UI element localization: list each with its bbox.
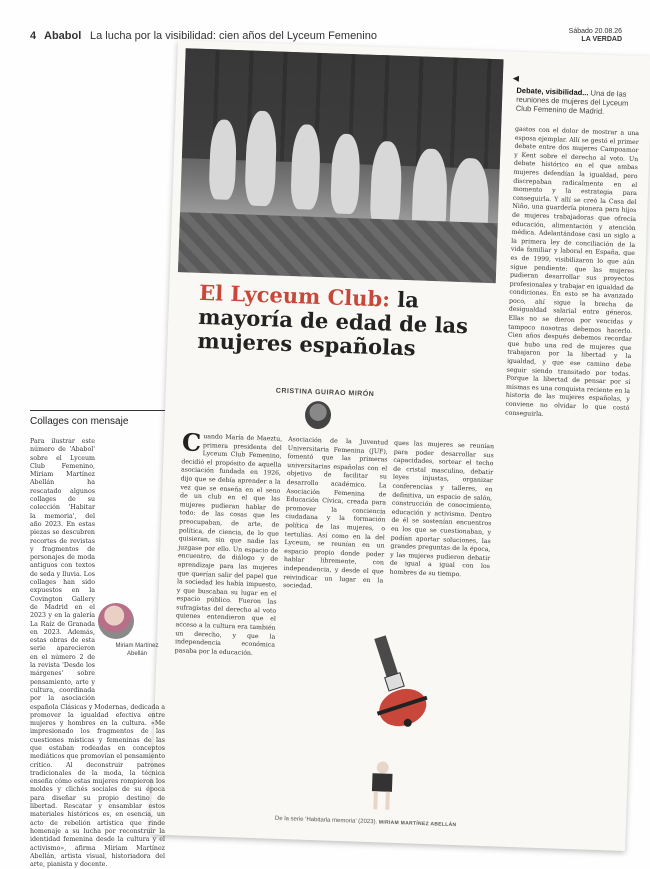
sidebar-title: Collages con mensaje bbox=[30, 416, 129, 427]
illustration-caption-text: De la serie 'Habitarla memoria' (2023). bbox=[274, 815, 378, 826]
photo-caption-text: Una de las reuniones de mujeres del Lyceum Club Femenino de Madrid. bbox=[515, 88, 629, 116]
artist-name: Miriam Martínez Abellán bbox=[115, 643, 159, 657]
sidebar-rule bbox=[30, 410, 165, 411]
newspaper-name: LA VERDAD bbox=[581, 36, 622, 43]
photo-figure bbox=[244, 110, 277, 206]
article-headline bbox=[197, 281, 499, 363]
illustration-credit: MIRIAM MARTÍNEZ ABELLÁN bbox=[378, 819, 457, 829]
photo-figure bbox=[290, 124, 321, 210]
article-column-3: ques las mujeres se reunían para poder desarrollar sus capacidades, sortear el techo de cristal masculino, debatir leyes injustas, organizar conferencias y talleres, en definitiva, un espacio de salón, construcción de conocimiento, educación y activismo. Dentro de él se sostenían encuentros en los que se cuestionaban, y podían aportar soluciones, las grandes preguntas de la época, y las mujeres pudieron debatir de igual a igual con los hombres de su tiempo. bbox=[389, 439, 495, 579]
photo-floor bbox=[178, 212, 498, 283]
artist-photo bbox=[98, 603, 134, 639]
header-date-block bbox=[569, 28, 622, 44]
dropcap: C bbox=[181, 427, 202, 457]
section-name: Ababol bbox=[44, 30, 82, 42]
caption-arrow-icon: ◀ bbox=[512, 73, 520, 83]
sidebar-text: Para ilustrar este número de 'Ababol' sobre el Lyceum Club Femenino, Miriam Martínez Abellán ha rescatado algunos collages de su colección 'Habitar la memoria', del año 2023. En estas piezas se descubren recortes de revistas y fragmentos de personajes de moda antiguos con textos de seda y lluvia. Los collages han sido expuestos en la Covington Gallery de Madrid en el 2023 y en la galería La Raíz de Granada en 2023. Además, estas obras de esta serie aparecieron en el número 2 de la revista 'Desde los márgenes' sobre pensamiento, arte y cultura, coordinada por la asociación española Clásicas y Modernas, dedicada a promover la igualdad efectiva entre mujeres y hombres en la cultura. «Me impresionado los fragmentos de las cuestiones místicas y femeninas de las que estaban rodeadas en conceptos mediáticos que promovían el pensamiento crítico. Al deconstruir patrones tradicionales de la moda, la técnica enseña cómo estas mujeres rompieron los moldes y clichés sociales de su época para diseñar su propio destino de libertad. Rescatar y ensamblar estos materiales históricos es, en esencia, un acto de rebelión artística que rinde homenaje a su lucha por reconstruir la identidad femenina desde la cultura y el activismo», afirma Miriam Martínez Abellán, artista visual, historiadora del arte, pianista y docente. bbox=[30, 438, 166, 869]
column-1-text: uando María de Maeztu, primera presidenta del Lyceum Club Femenino, decidió el propósito de aquella asociación fundada en 1926, dijo que se debía aprender a la vez que se enseña en el seno de un club en el que las mujeres pudieran hablar de todo: de las cosas que les preocupaban, de arte, de política, de ciencia, de lo que quisieran, sin que nadie las juzgase por ello. Un espacio de encuentro, de diálogo y de aprendizaje para las mujeres que querían salir del papel que la sociedad les había impuesto, y que buscaban su lugar en el espacio público. Fueron las sufragistas del derecho al voto quienes entendieron que el acceso a la cultura era también un derecho, y que la independencia económica pasaba por la educación. bbox=[174, 433, 283, 657]
article-column-2: Asociación de la Juventud Universitaria Femenina (JUF), fomentó que las primeras universitarias españolas con el objetivo de facilitar su desarrollo académico. La Asociación Femenina de Educación Cívica, creada para promover la conciencia ciudadana y la formación política de las mujeres, o tertulias. Así como en la del Lyceum, se reunían en un espacio propio donde poder hablar libremente, con independencia, y desde el que reivindicar un lugar en la sociedad. bbox=[282, 436, 389, 591]
issue-date: Sábado 20.08.26 bbox=[568, 28, 622, 35]
photo-figure bbox=[208, 119, 237, 200]
collage-illustration bbox=[321, 606, 488, 821]
historical-group-photo bbox=[178, 48, 504, 283]
sidebar-box bbox=[30, 410, 166, 869]
photo-caption bbox=[516, 86, 637, 117]
article-right-column: gastos con el dolor de mostrar a una esposa ejemplar. Allí se gestó el primer debate entre dos mujeres Campoamor y Kent sobre el derecho al voto. Un debate histórico en el que ambas mujeres defendían la igualdad, pero discrepaban radicalmente en el momento y la estrategia para conseguirla. Y allí se creó la Casa del Niño, una guardería pionera para hijos de mujeres trabajadoras que ofrecía educación, alimentación y atención médica. Adelantándose casi un siglo a la primera ley de conciliación de la vida familiar y laboral en España, que es de 1999, visibilizaron lo que aún sigue pendiente: que las mujeres pudieran desarrollar sus proyectos profesionales y trabajar en igualdad de condiciones. En esto se ha avanzado poco, ahí sigue la brecha de desigualdad salarial entre géneros. Ellas no se dieron por vencidas y tampoco nosotras debemos hacerlo. Cien años después debemos recordar que hubo una red de mujeres que trabajaron por la libertad y la igualdad, y que ese camino debe seguir siendo transitado por todas. Porque la libertad de pensar por sí mismas es una conquista reciente en la historia de las mujeres españolas, y conviene no olvidar lo que costó conseguirla. bbox=[505, 125, 640, 418]
header-title: La lucha por la visibilidad: cien años del Lyceum Femenino bbox=[90, 30, 377, 42]
photo-caption-title: Debate, visibilidad... bbox=[516, 85, 589, 98]
page-number: 4 bbox=[30, 30, 37, 42]
author-photo bbox=[305, 401, 332, 430]
photo-figure bbox=[330, 133, 361, 214]
headline-highlight: El Lyceum Club: bbox=[198, 279, 391, 312]
sidebar-text-block bbox=[30, 438, 166, 869]
headline-rest: la mayoría de edad de las mujeres españolas bbox=[197, 286, 469, 361]
article-clipping bbox=[150, 40, 650, 851]
byline: CRISTINA GUIRAO MIRÓN bbox=[275, 387, 375, 399]
page-header bbox=[30, 28, 622, 46]
article-column-1 bbox=[169, 427, 283, 820]
